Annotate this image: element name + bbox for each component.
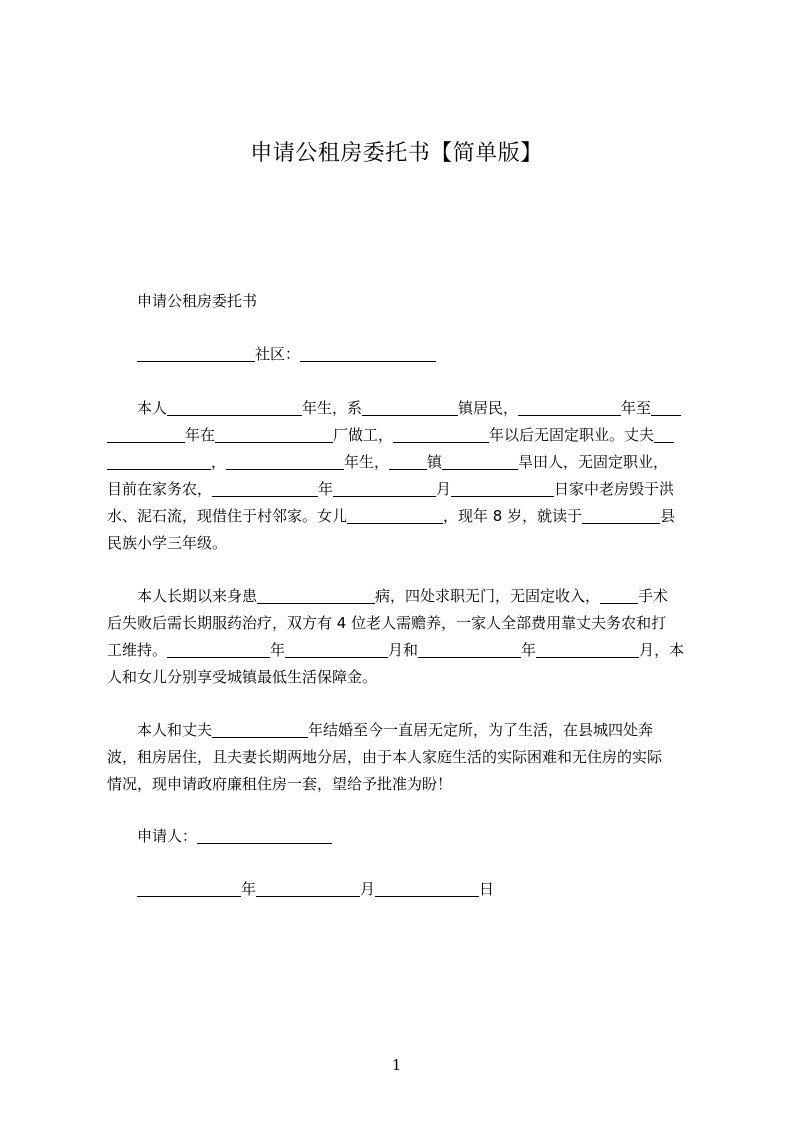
text: 镇 (427, 453, 443, 471)
page-number: 1 (391, 1056, 402, 1074)
paragraph-1-line-5 (107, 506, 699, 526)
letter-heading (107, 291, 729, 311)
text: 本人和丈夫 (137, 721, 213, 739)
community-line (107, 344, 729, 364)
text: 情况，现申请政府廉租住房一套，望给予批准为盼！ (107, 775, 453, 793)
paragraph-2-line-1 (107, 586, 729, 606)
text: 镇居民， (458, 399, 519, 417)
blank (451, 482, 554, 497)
text: 本人长期以来身患 (137, 587, 258, 605)
paragraph-3-line-3 (107, 774, 699, 794)
paragraph-1-line-1 (107, 398, 729, 418)
date-line (107, 879, 729, 899)
blank (375, 882, 479, 897)
text: 年生，系 (302, 399, 363, 417)
blank (256, 882, 360, 897)
text: 月，本 (639, 641, 685, 659)
text: ，现年 8 岁，就读于 (443, 507, 583, 525)
blank (600, 589, 638, 604)
paragraph-3-line-2 (107, 747, 699, 767)
text: 水、泥石流，现借住于村邻家。女儿 (107, 507, 348, 525)
letter-heading-text: 申请公租房委托书 (137, 292, 258, 310)
blank (536, 643, 639, 658)
paragraph-1-line-4 (107, 479, 699, 499)
document-title: 申请公租房委托书【简单版】 (250, 141, 543, 166)
text: 年结婚至今一直居无定所，为了生活，在县城四处奔 (308, 721, 654, 739)
blank (518, 401, 621, 416)
blank (257, 589, 375, 604)
text: 日家中老房毁于洪 (554, 480, 675, 498)
text: 后失败后需长期服药治疗，双方有 4 位老人需赡养，一家人全部费用靠丈夫务农和打 (107, 614, 667, 632)
text: 波，租房居住，且夫妻长期两地分居，由于本人家庭生活的实际困难和无住房的实际 (107, 748, 663, 766)
paragraph-1-line-3 (107, 452, 699, 472)
blank (362, 401, 458, 416)
text: ， (211, 453, 227, 471)
blank (197, 829, 332, 844)
text: 年在 (185, 426, 216, 444)
blank (212, 723, 308, 738)
blank (226, 455, 344, 470)
month-unit: 月 (360, 880, 376, 898)
text: 年至 (621, 399, 652, 417)
text: 县 (660, 507, 676, 525)
blank (389, 455, 427, 470)
applicant-label: 申请人： (137, 827, 198, 845)
paragraph-1-line-2 (107, 425, 699, 445)
blank (107, 428, 185, 443)
paragraph-3-line-1 (107, 720, 729, 740)
blank (442, 455, 518, 470)
text: 年以后无固定职业。丈夫 (489, 426, 655, 444)
text: 年生， (344, 453, 390, 471)
paragraph-2-line-4 (107, 667, 699, 687)
blank (107, 455, 211, 470)
blank (137, 882, 241, 897)
text: 厂做工， (333, 426, 394, 444)
text: 年 (318, 480, 334, 498)
year-unit: 年 (241, 880, 257, 898)
blank (137, 347, 255, 362)
blank (333, 482, 436, 497)
applicant-line (107, 826, 729, 846)
text: 年 (521, 641, 537, 659)
blank (212, 482, 318, 497)
day-unit: 日 (479, 880, 495, 898)
text: 病，四处求职无门，无固定收入， (375, 587, 601, 605)
blank (300, 347, 436, 362)
text: 工维持。 (107, 641, 168, 659)
blank (167, 643, 270, 658)
text: 本人 (137, 399, 168, 417)
blank (582, 509, 660, 524)
blank (215, 428, 333, 443)
blank (285, 643, 388, 658)
blank (393, 428, 489, 443)
paragraph-2-line-2 (107, 613, 699, 633)
text: 民族小学三年级。 (107, 534, 228, 552)
blank (418, 643, 521, 658)
blank (651, 401, 681, 416)
text: 人和女儿分别享受城镇最低生活保障金。 (107, 668, 378, 686)
text: 月 (436, 480, 452, 498)
text: 手术 (638, 587, 669, 605)
paragraph-2-line-3 (107, 640, 699, 660)
paragraph-1-line-6 (107, 533, 699, 553)
text: 目前在家务农， (107, 480, 213, 498)
blank (654, 428, 674, 443)
blank (167, 401, 302, 416)
blank (347, 509, 443, 524)
text: 年 (270, 641, 286, 659)
community-label: 社区： (255, 345, 301, 363)
text: 旱田人，无固定职业， (518, 453, 669, 471)
text: 月和 (388, 641, 419, 659)
